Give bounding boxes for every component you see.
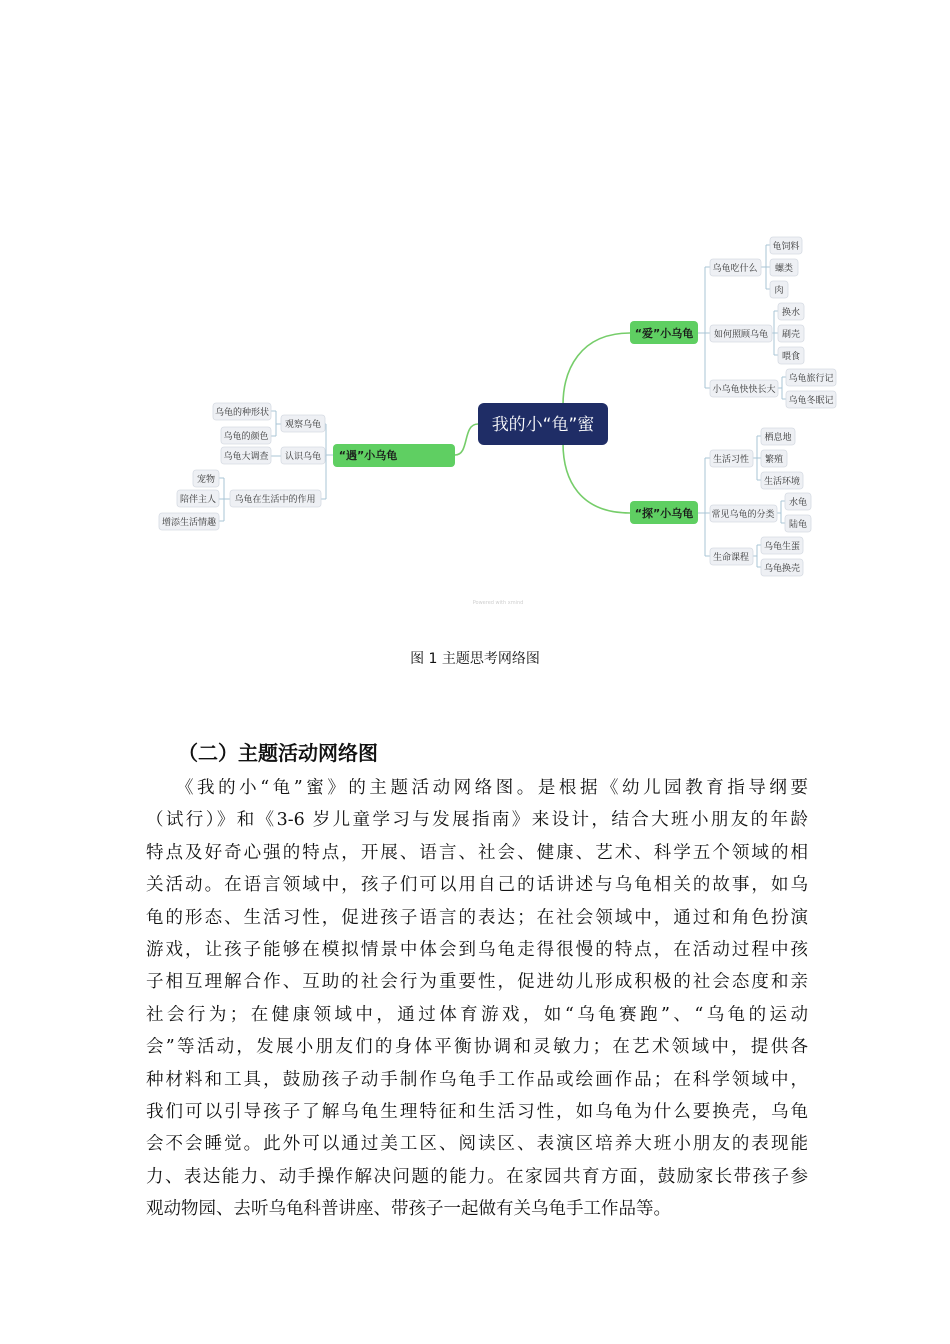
paragraph-line: 关活动。在语言领域中，孩子们可以用自己的话讲述与乌龟相关的故事，如乌 xyxy=(146,875,808,896)
paragraph-line: 特点及好奇心强的特点，开展、语言、社会、健康、艺术、科学五个领域的相 xyxy=(146,842,808,863)
node-feed-label: 龟饲料 xyxy=(772,242,800,252)
node-pet xyxy=(193,470,219,487)
node-fun xyxy=(159,513,219,530)
node-know xyxy=(281,447,325,464)
node-snail-label: 螺类 xyxy=(774,264,794,274)
paragraph-line: 游戏，让孩子能够在模拟情景中体会到乌龟走得很慢的特点，在活动过程中孩 xyxy=(146,939,808,960)
conn-root-ai xyxy=(563,333,630,405)
node-accompany-label: 陪伴主人 xyxy=(179,495,217,505)
paragraph-line: 社会行为；在健康领域中，通过体育游戏，如“乌龟赛跑”、“乌龟的运动 xyxy=(146,1004,808,1025)
node-use xyxy=(230,490,321,507)
node-breed xyxy=(761,450,787,467)
root-node xyxy=(478,403,608,445)
node-habit-label: 生活习性 xyxy=(712,455,750,465)
conn-root-left xyxy=(455,424,478,455)
node-color xyxy=(221,427,271,444)
paragraph-line: 龟的形态、生活习性，促进孩子语言的表达；在社会领域中，通过和角色扮演 xyxy=(146,907,808,928)
node-observe xyxy=(281,415,325,432)
node-shell xyxy=(761,559,803,576)
node-habitat-label: 栖息地 xyxy=(764,433,792,443)
node-food-label: 喂食 xyxy=(781,352,801,362)
root-label: 我的小“龟”蜜 xyxy=(491,415,595,435)
node-tan-label: “探”小乌龟 xyxy=(634,507,694,520)
node-accompany xyxy=(177,490,219,507)
conn-ai-main xyxy=(698,267,710,388)
node-snail xyxy=(770,259,798,276)
node-survey-label: 乌龟大调查 xyxy=(223,452,269,462)
node-brush xyxy=(778,325,804,342)
node-breed-label: 繁殖 xyxy=(764,455,784,465)
paragraph-line: 子相互理解合作、互助的社会行为重要性，促进幼儿形成积极的社会态度和亲 xyxy=(146,972,808,993)
node-water-turtle xyxy=(785,493,811,510)
node-water-label: 换水 xyxy=(781,308,801,318)
figure-caption: 图 1 主题思考网络图 xyxy=(410,651,540,667)
body-paragraph xyxy=(146,772,808,1225)
node-lifecourse xyxy=(710,548,753,565)
mindmap-diagram xyxy=(0,0,950,620)
node-ai-label: “爱”小乌龟 xyxy=(634,327,694,340)
node-lifecourse-label: 生命课程 xyxy=(712,553,750,563)
node-care xyxy=(710,325,772,342)
node-color-label: 乌龟的颜色 xyxy=(223,432,269,442)
node-yu xyxy=(333,444,455,467)
node-eat-label: 乌龟吃什么 xyxy=(712,264,758,274)
conn-tan-main xyxy=(698,458,710,556)
node-water xyxy=(778,303,804,320)
node-grow-label: 小乌龟快快长大 xyxy=(712,385,776,395)
node-pet-label: 宠物 xyxy=(196,475,216,485)
node-water-turtle-label: 水龟 xyxy=(788,498,808,508)
paragraph-line: 种材料和工具，鼓励孩子动手制作乌龟手工作品或绘画作品；在科学领域中， xyxy=(146,1069,808,1090)
node-observe-label: 观察乌龟 xyxy=(284,420,322,430)
section-heading: （二）主题活动网络图 xyxy=(178,741,378,765)
node-eat xyxy=(710,259,761,276)
node-hibernate xyxy=(786,391,836,408)
paragraph-line: 力、表达能力、动手操作解决问题的能力。在家园共育方面，鼓励家长带孩子参 xyxy=(146,1166,808,1187)
paragraph-line: 我们可以引导孩子了解乌龟生理特征和生活习性，如乌龟为什么要换壳，乌龟 xyxy=(146,1101,808,1122)
node-grow xyxy=(710,380,778,397)
conn-tan-life xyxy=(753,545,761,567)
node-ai xyxy=(630,321,698,344)
paragraph-line: 观动物园、去听乌龟科普讲座、带孩子一起做有关乌龟手工作品等。 xyxy=(146,1199,671,1220)
node-env xyxy=(761,472,803,489)
node-food xyxy=(778,347,804,364)
node-tan xyxy=(630,501,698,524)
node-know-label: 认识乌龟 xyxy=(284,452,322,462)
node-habit xyxy=(710,450,753,467)
conn-tan-types xyxy=(777,501,785,523)
node-use-label: 乌龟在生活中的作用 xyxy=(234,495,316,505)
paragraph-line: 会”等活动，发展小朋友们的身体平衡协调和灵敏力；在艺术领域中，提供各 xyxy=(146,1037,808,1058)
node-land-turtle xyxy=(785,515,811,532)
node-feed xyxy=(770,237,802,254)
node-survey xyxy=(221,447,271,464)
node-habitat xyxy=(761,428,795,445)
conn-ai-care xyxy=(772,311,778,355)
node-travel xyxy=(786,369,836,386)
node-egg xyxy=(761,537,803,554)
node-types xyxy=(710,505,777,522)
conn-tan-habit xyxy=(753,436,761,480)
conn-root-tan xyxy=(563,443,630,513)
node-travel-label: 乌龟旅行记 xyxy=(788,374,834,384)
node-care-label: 如何照顾乌龟 xyxy=(713,330,769,340)
node-fun-label: 增添生活情趣 xyxy=(161,518,217,528)
paragraph-line: 《我的小“龟”蜜》的主题活动网络图。是根据《幼儿园教育指导纲要 xyxy=(176,778,808,798)
conn-left-observe xyxy=(271,411,281,436)
node-brush-label: 刷壳 xyxy=(781,330,801,340)
node-land-turtle-label: 陆龟 xyxy=(788,520,808,530)
node-shape-label: 乌龟的种形状 xyxy=(214,408,270,418)
node-hibernate-label: 乌龟冬眠记 xyxy=(788,396,834,406)
conn-ai-grow xyxy=(778,377,786,399)
node-env-label: 生活环境 xyxy=(763,477,801,487)
xmind-watermark: Powered with xmind xyxy=(472,600,524,606)
node-meat-label: 肉 xyxy=(774,286,784,296)
node-yu-label: “遇”小乌龟 xyxy=(338,449,398,462)
node-shell-label: 乌龟换壳 xyxy=(763,564,801,574)
node-shape xyxy=(213,403,271,420)
node-types-label: 常见乌龟的分类 xyxy=(711,510,775,520)
node-egg-label: 乌龟生蛋 xyxy=(763,542,801,552)
node-meat xyxy=(770,281,788,298)
conn-left-use xyxy=(219,478,230,521)
paragraph-line: （试行）》和《3-6 岁儿童学习与发展指南》来设计，结合大班小朋友的年龄 xyxy=(146,810,808,831)
paragraph-line: 会不会睡觉。此外可以通过美工区、阅读区、表演区培养大班小朋友的表现能 xyxy=(146,1134,808,1155)
conn-ai-eat xyxy=(761,245,770,289)
